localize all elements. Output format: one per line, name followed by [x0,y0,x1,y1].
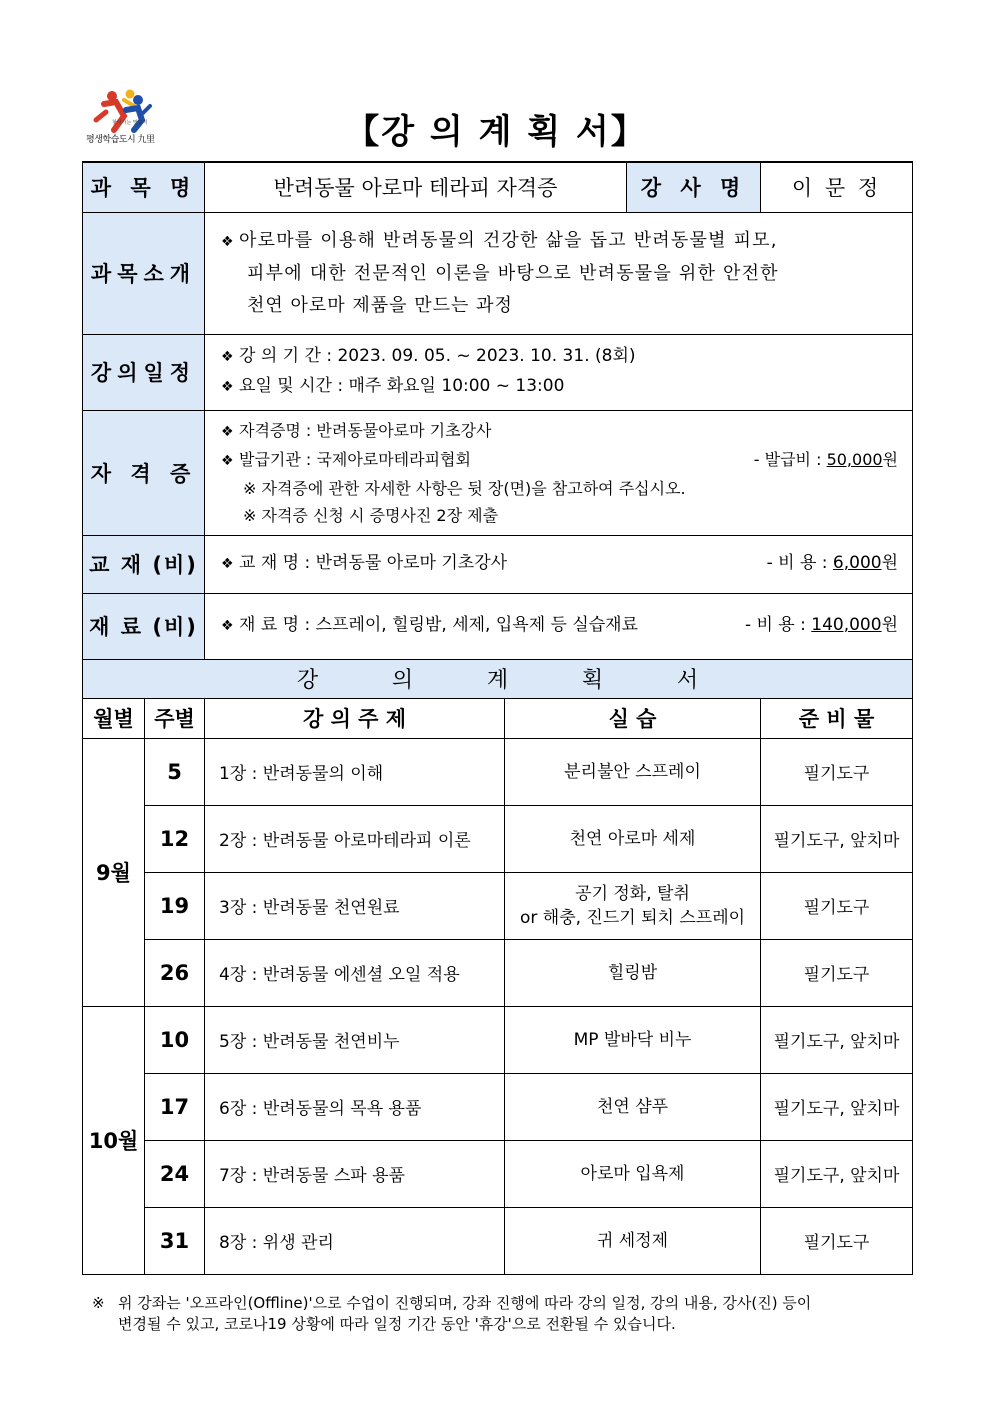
schedule-label: 강의일정 [83,334,205,410]
practice-cell: 천연 아로마 세제 [505,805,761,872]
topic-cell: 5장 : 반려동물 천연비누 [205,1006,505,1073]
col-topic: 강 의 주 제 [205,698,505,738]
practice-cell [505,872,761,939]
table-row [83,805,913,872]
materials-content [205,593,913,659]
textbook-fee-value: 6,000 [832,553,882,573]
materials-fee-label: - 비 용 : [744,615,812,635]
intro-line: 천연 아로마 제품을 만드는 과정 [247,294,513,316]
week-cell: 19 [145,872,205,939]
col-prep: 준 비 물 [761,698,913,738]
prep-cell: 필기도구 [761,872,913,939]
topic-cell: 2장 : 반려동물 아로마테라피 이론 [205,805,505,872]
practice-cell: 귀 세정제 [505,1207,761,1274]
week-cell: 12 [145,805,205,872]
schedule-content [205,334,913,410]
materials-fee-unit: 원 [881,615,899,635]
week-cell: 17 [145,1073,205,1140]
instructor-value: 이 문 정 [761,162,913,212]
table-row [83,1207,913,1274]
week-cell: 24 [145,1140,205,1207]
band-char: 획 [581,668,604,693]
practice-cell: MP 발바닥 비누 [505,1006,761,1073]
schedule-period: 강 의 기 간 : 2023. 09. 05. ~ 2023. 10. 31. (8회) [239,346,636,366]
textbook-label: 교 재 (비) [83,535,205,593]
prep-cell: 필기도구, 앞치마 [761,1006,913,1073]
cert-note: ※ 자격증에 관한 자세한 사항은 뒷 장(면)을 참고하여 주십시오. [243,478,686,498]
materials-fee-value: 140,000 [811,615,882,635]
prep-cell: 필기도구 [761,1207,913,1274]
topic-cell: 3장 : 반려동물 천연원료 [205,872,505,939]
subject-label: 과 목 명 [83,162,205,212]
cert-fee-label: - 발급비 : [753,449,827,469]
schedule-time: 요일 및 시간 : 매주 화요일 10:00 ~ 13:00 [239,376,565,396]
diamond-bullet-icon: ❖ [221,233,235,250]
cert-content [205,410,913,535]
diamond-bullet-icon: ❖ [221,379,234,395]
topic-cell: 4장 : 반려동물 에센셜 오일 적용 [205,939,505,1006]
logo-caption: 평생학습도시 九里 [86,135,155,145]
band-char: 의 [391,668,414,693]
col-month: 월별 [83,698,145,738]
table-row [83,1073,913,1140]
intro-line: 피부에 대한 전문적인 이론을 바탕으로 반려동물을 위한 안전한 [247,262,779,284]
cert-name: 자격증명 : 반려동물아로마 기초강사 [239,420,492,440]
month-oct: 10월 [83,1006,145,1274]
practice-cell: 분리불안 스프레이 [505,738,761,805]
materials-name: 재 료 명 : 스프레이, 힐링밤, 세제, 입욕제 등 실습재료 [239,615,639,635]
band-char: 서 [676,668,699,693]
textbook-fee-unit: 원 [881,553,899,573]
intro-line: 아로마를 이용해 반려동물의 건강한 삶을 돕고 반려동물별 피모, [239,229,778,251]
diamond-bullet-icon: ❖ [221,556,234,572]
week-cell: 26 [145,939,205,1006]
prep-cell: 필기도구, 앞치마 [761,1073,913,1140]
cert-label: 자 격 증 [83,410,205,535]
band-char: 강 [296,668,319,693]
footer-note [92,1293,914,1335]
diamond-bullet-icon: ❖ [221,618,234,634]
week-cell: 5 [145,738,205,805]
table-row [83,1006,913,1073]
intro-content [205,212,913,334]
footer-line: 위 강좌는 '오프라인(Offline)'으로 수업이 진행되며, 강좌 진행에 따라 강의 일정, 강의 내용, 강사(진) 등이 [118,1294,812,1312]
diamond-bullet-icon: ❖ [221,423,234,440]
topic-cell: 8장 : 위생 관리 [205,1207,505,1274]
materials-fee [745,611,898,640]
prep-cell: 필기도구 [761,939,913,1006]
prep-cell: 필기도구, 앞치마 [761,1140,913,1207]
textbook-content [205,535,913,593]
cert-note: ※ 자격증 신청 시 증명사진 2장 제출 [243,505,499,525]
textbook-name: 교 재 명 : 반려동물 아로마 기초강사 [239,553,508,573]
prep-cell: 필기도구, 앞치마 [761,805,913,872]
week-cell: 31 [145,1207,205,1274]
intro-label: 과목소개 [83,212,205,334]
col-week: 주별 [145,698,205,738]
footer-mark: ※ [92,1294,105,1312]
practice-line: or 해충, 진드기 퇴치 스프레이 [519,907,746,928]
topic-cell: 7장 : 반려동물 스파 용품 [205,1140,505,1207]
topic-cell: 1장 : 반려동물의 이해 [205,738,505,805]
week-cell: 10 [145,1006,205,1073]
table-row [83,738,913,805]
table-row [83,939,913,1006]
diamond-bullet-icon: ❖ [221,349,234,365]
lecture-plan-table [82,161,913,1275]
textbook-fee [767,549,898,578]
table-row [83,1140,913,1207]
materials-label: 재 료 (비) [83,593,205,659]
plan-band-title [83,659,913,698]
col-practice: 실 습 [505,698,761,738]
prep-cell: 필기도구 [761,738,913,805]
practice-cell: 아로마 입욕제 [505,1140,761,1207]
diamond-bullet-icon: ❖ [221,452,234,469]
table-row [83,872,913,939]
document-title: 【강 의 계 획 서】 [345,112,647,152]
practice-line: 공기 정화, 탈취 [575,883,690,904]
topic-cell: 6장 : 반려동물의 목욕 용품 [205,1073,505,1140]
cert-fee-unit: 원 [882,449,899,469]
footer-line: 변경될 수 있고, 코로나19 상황에 따라 일정 기간 동안 '휴강'으로 전환될 수 있습니다. [118,1315,676,1333]
band-char: 계 [486,668,509,693]
textbook-fee-label: - 비 용 : [766,553,833,573]
cert-fee [754,446,898,473]
practice-cell: 천연 샴푸 [505,1073,761,1140]
cert-issuer: 발급기관 : 국제아로마테라피협회 [239,449,471,469]
logo-slogan: 찾아가는 맞춤식 [112,120,148,126]
instructor-label: 강 사 명 [627,162,761,212]
month-sep: 9월 [83,738,145,1006]
cert-fee-value: 50,000 [826,449,883,469]
subject-value: 반려동물 아로마 테라피 자격증 [205,162,627,212]
practice-cell: 힐링밤 [505,939,761,1006]
